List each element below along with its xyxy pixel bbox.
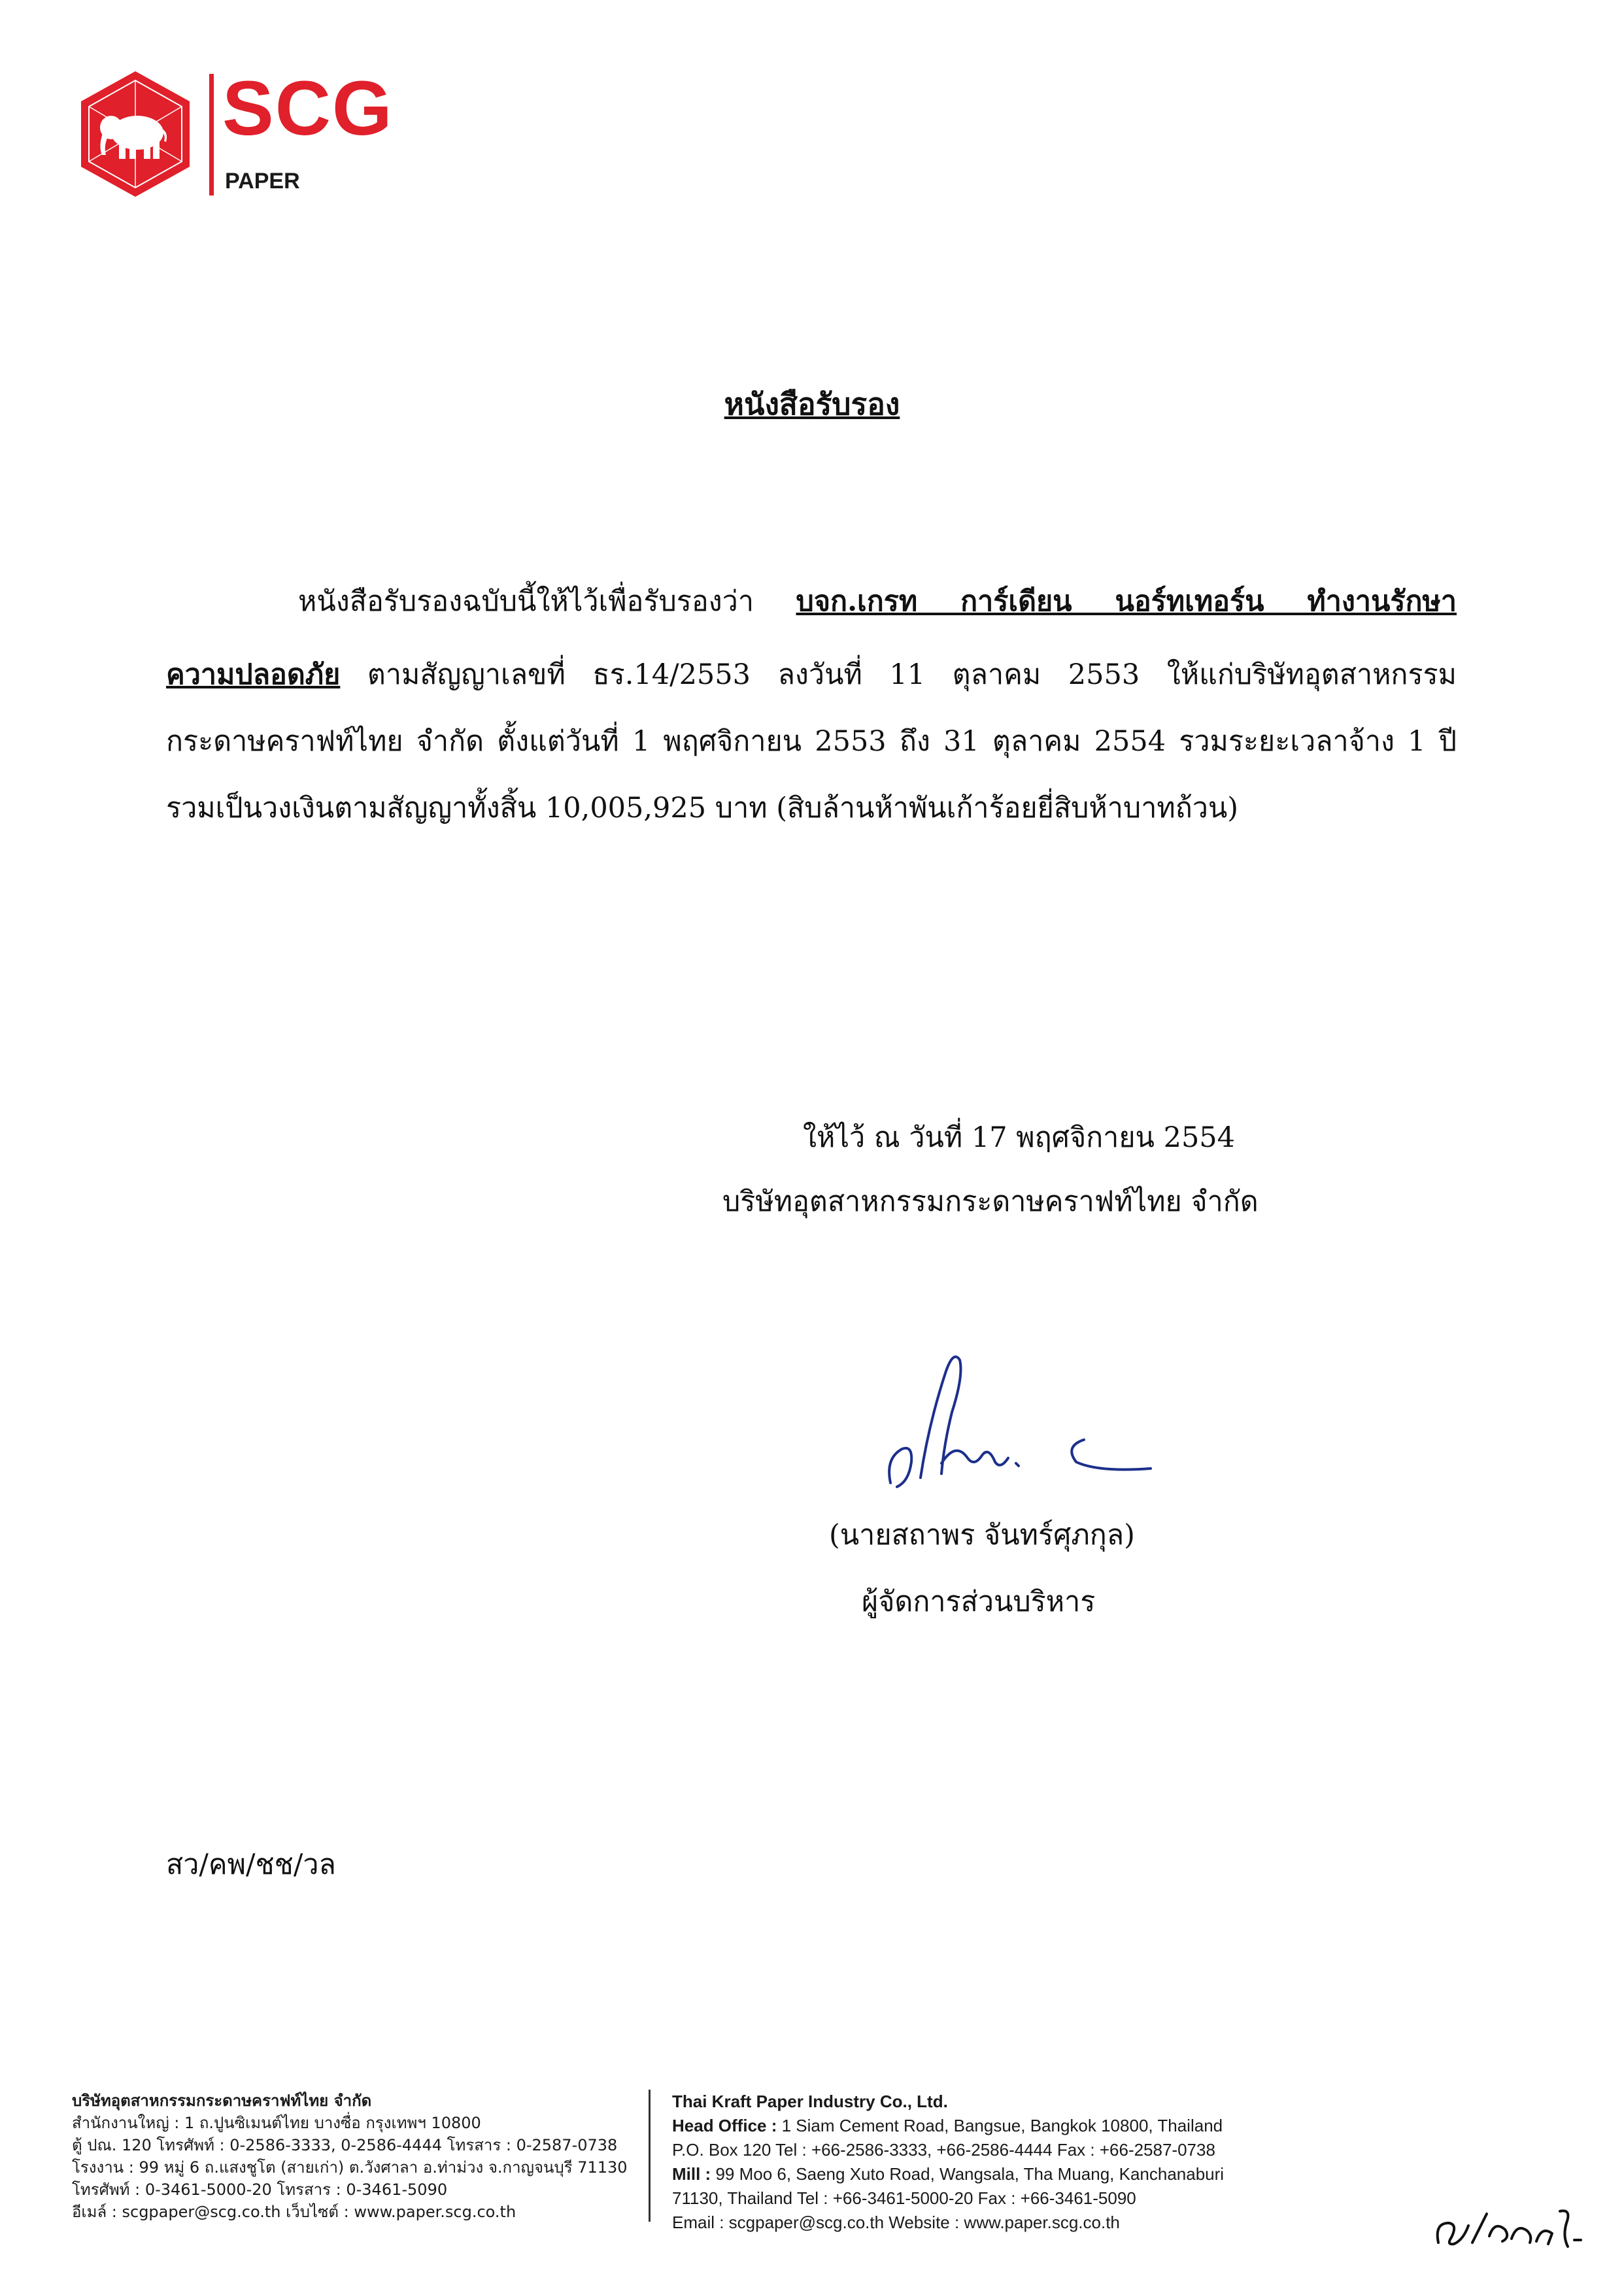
footer-th-head-office: สำนักงานใหญ่ : 1 ถ.ปูนซิเมนต์ไทย บางซื่อ กรุงเทพฯ 10800 — [72, 2114, 481, 2132]
signer-position: ผู้จัดการส่วนบริหาร — [862, 1586, 1096, 1618]
footer-en-mill-label: Mill : — [672, 2164, 711, 2184]
footer-th-factory-tel: โทรศัพท์ : 0-3461-5000-20 โทรสาร : 0-3461-5090 — [72, 2181, 448, 2199]
footer-en-mill-line — [672, 2162, 1224, 2186]
footer-en-po-box: P.O. Box 120 Tel : +66-2586-3333, +66-2586-4444 Fax : +66-2587-0738 — [672, 2140, 1215, 2160]
logo-brand-text: SCG — [222, 65, 394, 152]
service-name: ความปลอดภัย — [166, 658, 341, 691]
elephant-hexagon-logo-icon — [73, 69, 197, 199]
footer-en-head-office: 1 Siam Cement Road, Bangsue, Bangkok 10800, Thailand — [777, 2116, 1223, 2135]
footer-thai — [72, 2090, 628, 2223]
footer-divider — [649, 2090, 651, 2222]
contractor-name: บจก.เกรท การ์เดียน นอร์ทเทอร์น ทำงานรักษา — [796, 585, 1457, 618]
footer-en-head-office-label: Head Office : — [672, 2116, 777, 2135]
body-line-3: กระดาษคราฟท์ไทย จำกัด ตั้งแต่วันที่ 1 พฤศจิกายน 2553 ถึง 31 ตุลาคม 2554 รวมระยะเวลาจ้าง 1 ปี — [166, 725, 1457, 758]
handwritten-initial-mark — [1432, 2197, 1589, 2269]
footer-th-company: บริษัทอุตสาหกรรมกระดาษคราฟท์ไทย จำกัด — [72, 2092, 372, 2110]
footer-en-company: Thai Kraft Paper Industry Co., Ltd. — [672, 2092, 948, 2111]
handwritten-signature — [883, 1334, 1157, 1504]
body-line-2-rest: ตามสัญญาเลขที่ ธร.14/2553 ลงวันที่ 11 ตุลาคม 2553 ให้แก่บริษัทอุตสาหกรรม — [340, 658, 1457, 691]
footer-th-email-web: อีเมล์ : scgpaper@scg.co.th เว็บไซต์ : www.paper.scg.co.th — [72, 2203, 516, 2221]
footer-en-mill: 99 Moo 6, Saeng Xuto Road, Wangsala, Tha Muang, Kanchanaburi — [711, 2164, 1225, 2184]
reference-code: สว/คพ/ชช/วล — [166, 1848, 336, 1881]
body-line-1 — [298, 582, 1457, 621]
footer-th-po-box: ตู้ ปณ. 120 โทรศัพท์ : 0-2586-3333, 0-2586-4444 โทรสาร : 0-2587-0738 — [72, 2136, 618, 2154]
company-logo — [73, 65, 413, 199]
footer-english — [672, 2090, 1224, 2235]
footer-en-head-office-line — [672, 2114, 1224, 2138]
footer-en-email-web: Email : scgpaper@scg.co.th Website : www.paper.scg.co.th — [672, 2213, 1120, 2232]
body-line-4: รวมเป็นวงเงินตามสัญญาทั้งสิ้น 10,005,925 บาท (สิบล้านห้าพันเก้าร้อยยี่สิบห้าบาทถ้วน) — [166, 792, 1239, 824]
signer-name: (นายสถาพร จันทร์ศุภกุล) — [829, 1519, 1135, 1552]
issuing-company: บริษัทอุตสาหกรรมกระดาษคราฟท์ไทย จำกัด — [722, 1185, 1259, 1218]
footer-th-factory: โรงงาน : 99 หมู่ 6 ถ.แสงชูโต (สายเก่า) ต.วังศาลา อ.ท่าม่วง จ.กาญจนบุรี 71130 — [72, 2158, 628, 2177]
logo-divider — [209, 74, 214, 195]
footer-en-mill2: 71130, Thailand Tel : +66-3461-5000-20 Fax : +66-3461-5090 — [672, 2188, 1136, 2208]
issue-date: ให้ไว้ ณ วันที่ 17 พฤศจิกายน 2554 — [803, 1121, 1236, 1154]
document-title: หนังสือรับรอง — [724, 386, 900, 422]
logo-sub-text: PAPER — [225, 169, 300, 194]
body-line-1-prefix: หนังสือรับรองฉบับนี้ให้ไว้เพื่อรับรองว่า — [298, 585, 796, 618]
body-line-2 — [166, 655, 1457, 694]
